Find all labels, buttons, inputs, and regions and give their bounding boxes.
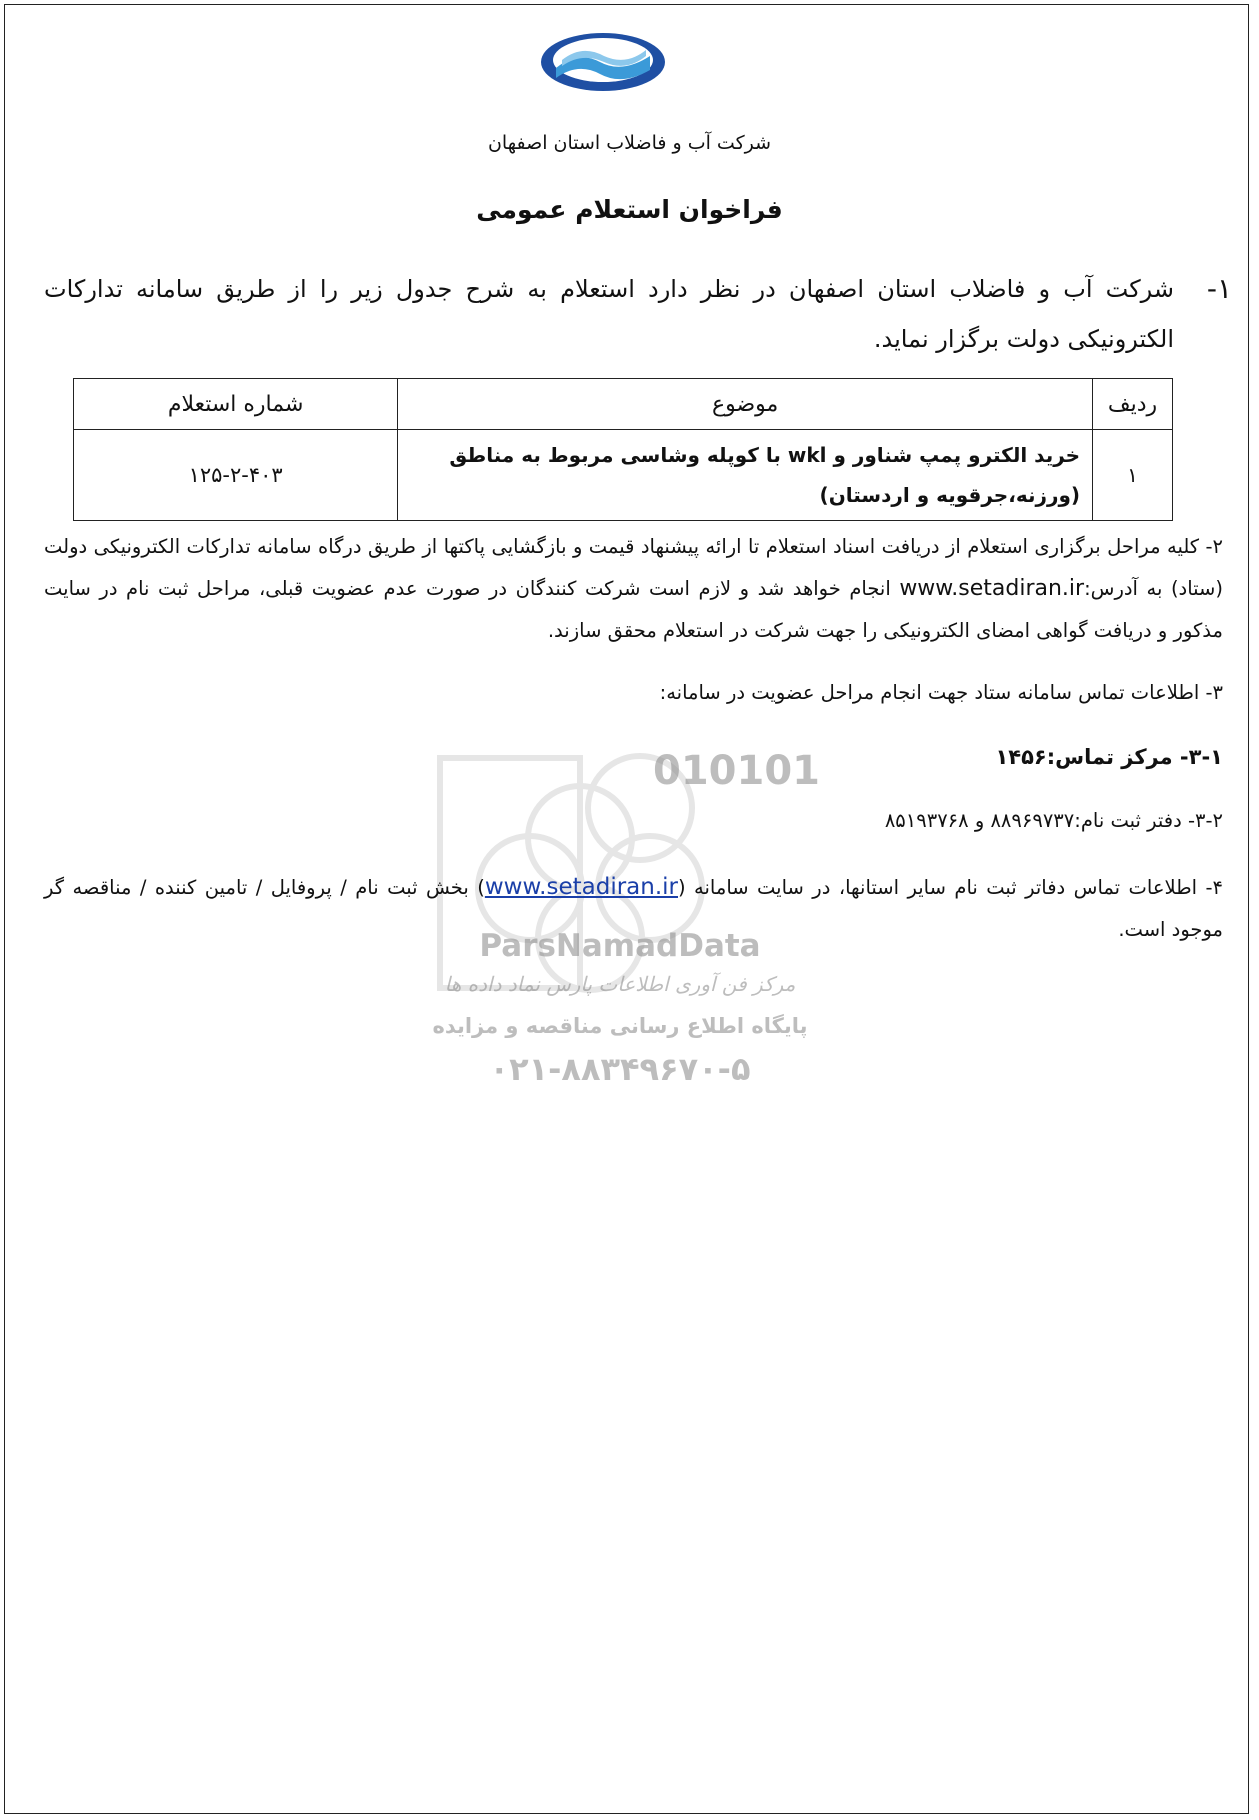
inquiry-table: [73, 378, 1173, 521]
section-4-text-b: ) بخش ثبت نام / پروفایل / تامین کننده / مناقصه گر موجود است.: [44, 876, 1223, 941]
section-4-text-a: ۴- اطلاعات تماس دفاتر ثبت نام سایر استانها، در سایت سامانه (: [678, 876, 1223, 899]
header-inquiry-number: شماره استعلام: [74, 379, 398, 430]
table-header-row: [74, 379, 1173, 430]
setadiran-link[interactable]: www.setadiran.ir: [484, 874, 679, 900]
table-row: [74, 430, 1173, 521]
watermark-phone: ۰۲۱-۸۸۳۴۹۶۷۰-۵: [489, 1050, 751, 1088]
section-3: ۳- اطلاعات تماس سامانه ستاد جهت انجام مراحل عضویت در سامانه:: [659, 681, 1223, 704]
watermark-line-1: مرکز فن آوری اطلاعات پارس نماد داده ها: [444, 972, 796, 996]
section-3-2-registration-office: ۳-۲- دفتر ثبت نام:۸۸۹۶۹۷۳۷ و ۸۵۱۹۳۷۶۸: [884, 809, 1223, 832]
section-2-text-a: ۲- کلیه مراحل برگزاری استعلام از دریافت اسناد استعلام تا ارائه پیشنهاد قیمت و بازگشایی پاکتها از طریق درگاه سامانه تدارکات الکترونیکی دولت (ستاد) به آدرس:: [44, 535, 1224, 600]
watermark-brand: ParsNamadData: [479, 928, 761, 964]
section-4: [44, 866, 1223, 951]
header-subject: موضوع: [398, 379, 1093, 430]
subject-line-2: (ورزنه،جرقویه و اردستان): [819, 483, 1081, 507]
section-2-url: www.setadiran.ir: [899, 576, 1085, 601]
company-name: شرکت آب و فاضلاب استان اصفهان: [487, 132, 772, 154]
cell-inquiry-number: ۱۲۵-۲-۴۰۳: [74, 430, 398, 521]
section-1: [44, 264, 1232, 364]
document-title: فراخوان استعلام عمومی: [476, 195, 783, 224]
section-2: [44, 526, 1223, 652]
cell-subject: [398, 430, 1093, 521]
cell-row-number: ۱: [1093, 430, 1173, 521]
section-3-1-call-center: ۳-۱- مرکز تماس:۱۴۵۶: [995, 745, 1223, 769]
section-1-number: ۱-: [1206, 272, 1232, 305]
section-2-text-b: انجام خواهد شد و لازم است شرکت کنندگان در صورت عدم عضویت قبلی، مراحل ثبت نام در سایت مذکور و دریافت گواهی امضای الکترونیکی را جهت شرکت در استعلام محقق سازند.: [44, 577, 1223, 642]
subject-line-1: خرید الکترو پمپ شناور و wkl با کوپله وشاسی مربوط به مناطق: [449, 443, 1081, 467]
watermark-digits: 010101: [653, 748, 820, 794]
company-logo: [538, 30, 668, 92]
watermark-line-2: پایگاه اطلاع رسانی مناقصه و مزایده: [432, 1014, 808, 1038]
section-1-text: شرکت آب و فاضلاب استان اصفهان در نظر دارد استعلام به شرح جدول زیر را از طریق سامانه تدارکات الکترونیکی دولت برگزار نماید.: [44, 275, 1174, 353]
header-row-number: ردیف: [1093, 379, 1173, 430]
